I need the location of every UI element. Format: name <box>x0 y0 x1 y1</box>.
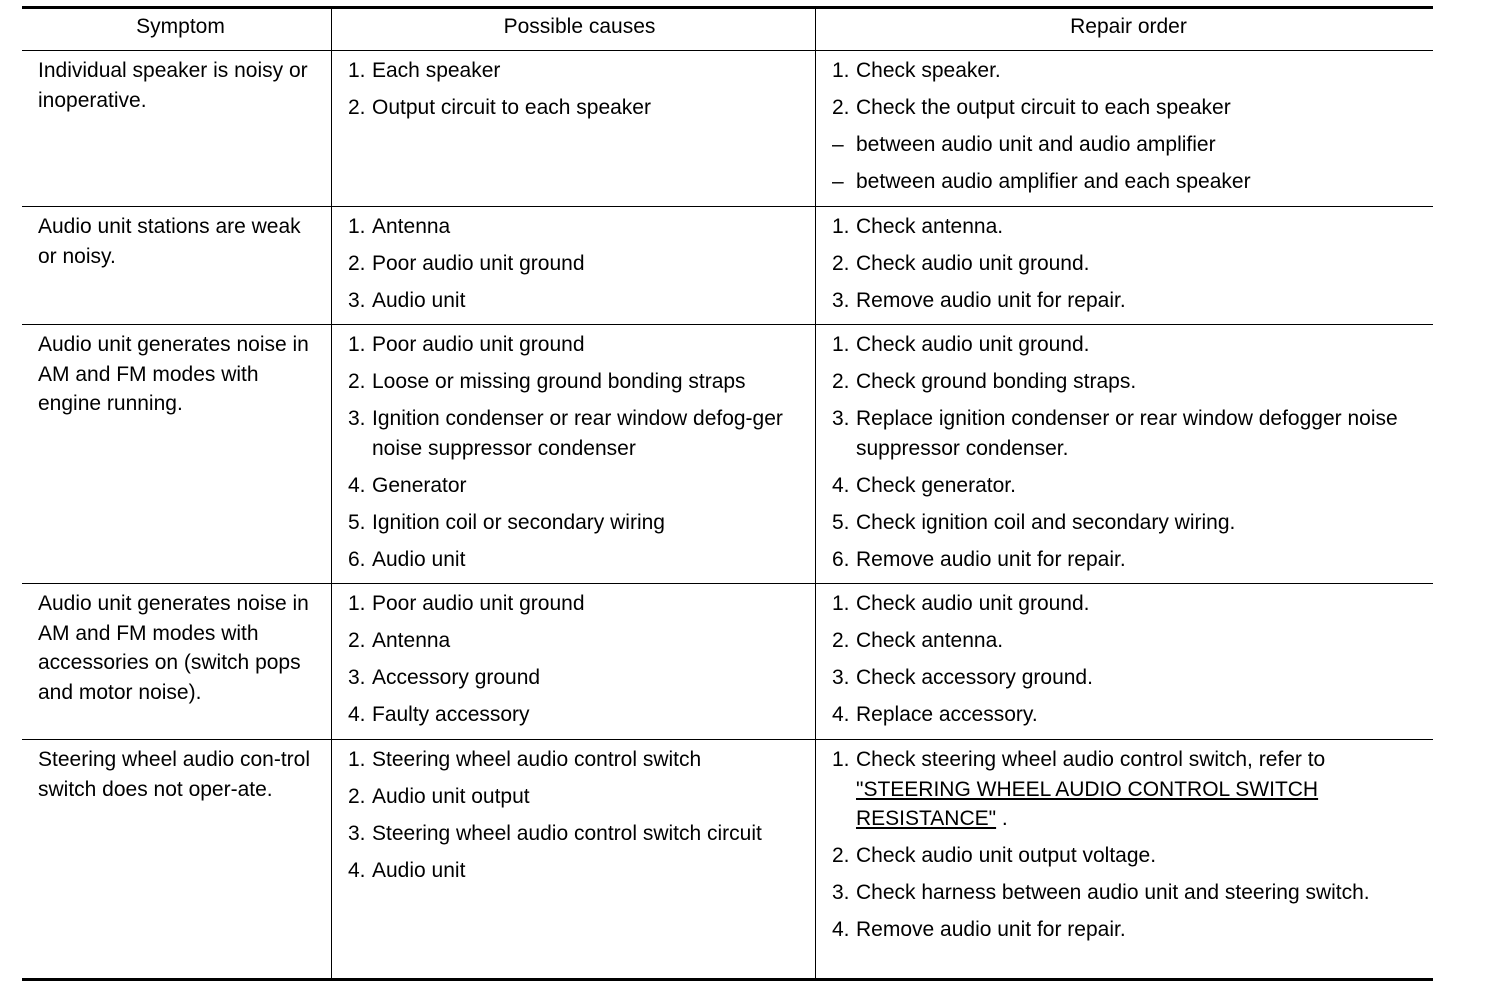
repair-text-prefix: Check steering wheel audio control switch, refer to <box>856 748 1326 771</box>
repair-item <box>832 212 1425 242</box>
item-number: 3. <box>348 822 366 845</box>
cause-text: Steering wheel audio control switch circuit <box>372 822 762 845</box>
repair-text: Check audio unit ground. <box>856 252 1090 275</box>
repair-item <box>832 915 1425 945</box>
repair-text-with-link <box>856 745 1425 834</box>
causes-cell <box>332 51 816 206</box>
dash-bullet: – <box>832 133 844 156</box>
item-number: 4. <box>832 473 850 497</box>
item-number: 2. <box>348 629 366 652</box>
repair-text: Replace accessory. <box>856 703 1038 726</box>
repair-text: Check generator. <box>856 473 1016 497</box>
item-number: 6. <box>348 547 366 571</box>
repair-item <box>832 249 1425 279</box>
repair-item <box>832 93 1425 123</box>
item-number: 2. <box>348 785 366 808</box>
cause-text: Audio unit <box>372 547 466 571</box>
repair-text: Check speaker. <box>856 59 1001 82</box>
cause-text: Faulty accessory <box>372 703 530 726</box>
item-number: 2. <box>832 96 850 119</box>
cause-item <box>348 589 811 619</box>
repair-text-suffix: . <box>996 807 1008 830</box>
repair-subitem-text: between audio amplifier and each speaker <box>856 170 1251 193</box>
repair-text: Remove audio unit for repair. <box>856 918 1126 941</box>
symptom-text: Audio unit generates noise in AM and FM modes with engine running. <box>38 333 309 415</box>
cause-text: Audio unit <box>372 859 466 882</box>
repair-item <box>832 471 1425 501</box>
repair-item <box>832 841 1425 871</box>
cause-item <box>348 93 811 123</box>
cause-item <box>348 545 811 575</box>
repair-item <box>832 286 1425 316</box>
cause-item <box>348 471 811 501</box>
cause-item <box>348 700 811 730</box>
table-row <box>22 739 1433 978</box>
cause-item <box>348 286 811 316</box>
repair-item <box>832 545 1425 575</box>
header-symptom: Symptom <box>22 9 332 50</box>
cause-item <box>348 782 811 812</box>
repair-text: Check accessory ground. <box>856 666 1093 689</box>
repair-subitem-text: between audio unit and audio amplifier <box>856 133 1216 156</box>
repair-text: Remove audio unit for repair. <box>856 289 1126 312</box>
item-number: 1. <box>832 592 850 615</box>
cause-text: Audio unit <box>372 289 466 312</box>
repair-subitem <box>832 167 1425 197</box>
item-number: 2. <box>348 370 366 393</box>
repair-item <box>832 663 1425 693</box>
item-number: 2. <box>832 629 850 652</box>
repair-text: Check ground bonding straps. <box>856 370 1137 393</box>
causes-cell <box>332 584 816 739</box>
item-number: 1. <box>832 333 850 356</box>
cause-text: Accessory ground <box>372 666 541 689</box>
symptom-cell <box>22 51 332 206</box>
item-number: 6. <box>832 547 850 571</box>
cause-text: Output circuit to each speaker <box>372 96 651 119</box>
repair-item <box>832 745 1425 834</box>
table-header-row <box>22 9 1433 50</box>
item-number: 1. <box>348 59 366 82</box>
repair-cell <box>816 325 1433 583</box>
cause-text: Antenna <box>372 215 451 238</box>
repair-item <box>832 508 1425 538</box>
cause-text: Audio unit output <box>372 785 530 808</box>
cause-item <box>348 626 811 656</box>
cause-text: Poor audio unit ground <box>372 333 585 356</box>
item-number: 4. <box>348 703 366 726</box>
repair-text: Check harness between audio unit and steering switch. <box>856 881 1370 904</box>
repair-item <box>832 367 1425 397</box>
item-number: 1. <box>348 748 366 771</box>
table-row <box>22 324 1433 583</box>
item-number: 5. <box>348 510 366 534</box>
cause-text: Loose or missing ground bonding straps <box>372 370 746 393</box>
repair-cell <box>816 740 1433 978</box>
repair-item <box>832 700 1425 730</box>
symptom-text: Steering wheel audio con-trol switch does not oper-ate. <box>38 748 310 801</box>
symptom-cell <box>22 207 332 324</box>
header-repair-order: Repair order <box>1070 15 1187 38</box>
item-number: 1. <box>348 215 366 238</box>
cause-item <box>348 819 811 849</box>
cause-item <box>348 856 811 886</box>
item-number: 1. <box>832 59 850 82</box>
item-number: 2. <box>348 252 366 275</box>
repair-item <box>832 626 1425 656</box>
item-number: 1. <box>832 748 850 771</box>
item-number: 3. <box>348 666 366 689</box>
symptom-text: Audio unit stations are weak or noisy. <box>38 215 301 268</box>
item-number: 4. <box>348 473 366 497</box>
item-number: 1. <box>348 592 366 615</box>
cause-item <box>348 56 811 86</box>
dash-bullet: – <box>832 170 844 193</box>
item-number: 1. <box>832 215 850 238</box>
symptom-text: Individual speaker is noisy or inoperative. <box>38 59 308 112</box>
cause-text: Generator <box>372 473 467 497</box>
item-number: 4. <box>832 918 850 941</box>
symptom-cell <box>22 584 332 739</box>
item-number: 2. <box>832 252 850 275</box>
item-number: 1. <box>348 333 366 356</box>
table-row <box>22 206 1433 324</box>
repair-text: Check the output circuit to each speaker <box>856 96 1231 119</box>
cause-text: Steering wheel audio control switch <box>372 748 702 771</box>
repair-text: Check ignition coil and secondary wiring. <box>856 510 1236 534</box>
cause-item <box>348 404 811 463</box>
causes-cell <box>332 740 816 978</box>
item-number: 3. <box>832 407 850 430</box>
cause-item <box>348 330 811 360</box>
item-number: 4. <box>348 859 366 882</box>
item-number: 3. <box>832 289 850 312</box>
cause-item <box>348 249 811 279</box>
repair-text: Check audio unit output voltage. <box>856 844 1157 867</box>
repair-item <box>832 589 1425 619</box>
troubleshooting-table <box>22 6 1433 981</box>
repair-cell <box>816 207 1433 324</box>
cause-item <box>348 508 811 538</box>
repair-text: Check antenna. <box>856 629 1004 652</box>
repair-text: Check audio unit ground. <box>856 592 1090 615</box>
repair-text: Replace ignition condenser or rear window defogger noise suppressor condenser. <box>856 407 1398 460</box>
symptom-cell <box>22 740 332 978</box>
symptom-text: Audio unit generates noise in AM and FM modes with accessories on (switch pops and motor noise). <box>38 592 309 704</box>
table-row <box>22 583 1433 739</box>
causes-cell <box>332 207 816 324</box>
repair-item <box>832 330 1425 360</box>
item-number: 3. <box>348 289 366 312</box>
item-number: 3. <box>348 407 366 430</box>
repair-cell <box>816 51 1433 206</box>
item-number: 5. <box>832 510 850 534</box>
steering-switch-resistance-link[interactable]: "STEERING WHEEL AUDIO CONTROL SWITCH RESISTANCE" <box>856 777 1319 830</box>
table-row <box>22 50 1433 206</box>
cause-text: Antenna <box>372 629 451 652</box>
cause-text: Poor audio unit ground <box>372 252 585 275</box>
cause-item <box>348 367 811 397</box>
cause-item <box>348 663 811 693</box>
item-number: 2. <box>348 96 366 119</box>
cause-text: Each speaker <box>372 59 501 82</box>
repair-text: Check audio unit ground. <box>856 333 1090 356</box>
cause-text: Poor audio unit ground <box>372 592 585 615</box>
causes-cell <box>332 325 816 583</box>
item-number: 2. <box>832 370 850 393</box>
repair-item <box>832 878 1425 908</box>
repair-text: Check antenna. <box>856 215 1004 238</box>
header-possible-causes: Possible causes <box>332 9 816 50</box>
cause-text: Ignition coil or secondary wiring <box>372 510 665 534</box>
item-number: 3. <box>832 881 850 904</box>
symptom-cell <box>22 325 332 583</box>
cause-item <box>348 212 811 242</box>
item-number: 4. <box>832 703 850 726</box>
cause-item <box>348 745 811 775</box>
repair-text: Remove audio unit for repair. <box>856 547 1126 571</box>
repair-item <box>832 404 1425 463</box>
item-number: 2. <box>832 844 850 867</box>
repair-subitem <box>832 130 1425 160</box>
repair-cell <box>816 584 1433 739</box>
repair-item <box>832 56 1425 86</box>
cause-text: Ignition condenser or rear window defog-ger noise suppressor condenser <box>372 407 783 460</box>
item-number: 3. <box>832 666 850 689</box>
